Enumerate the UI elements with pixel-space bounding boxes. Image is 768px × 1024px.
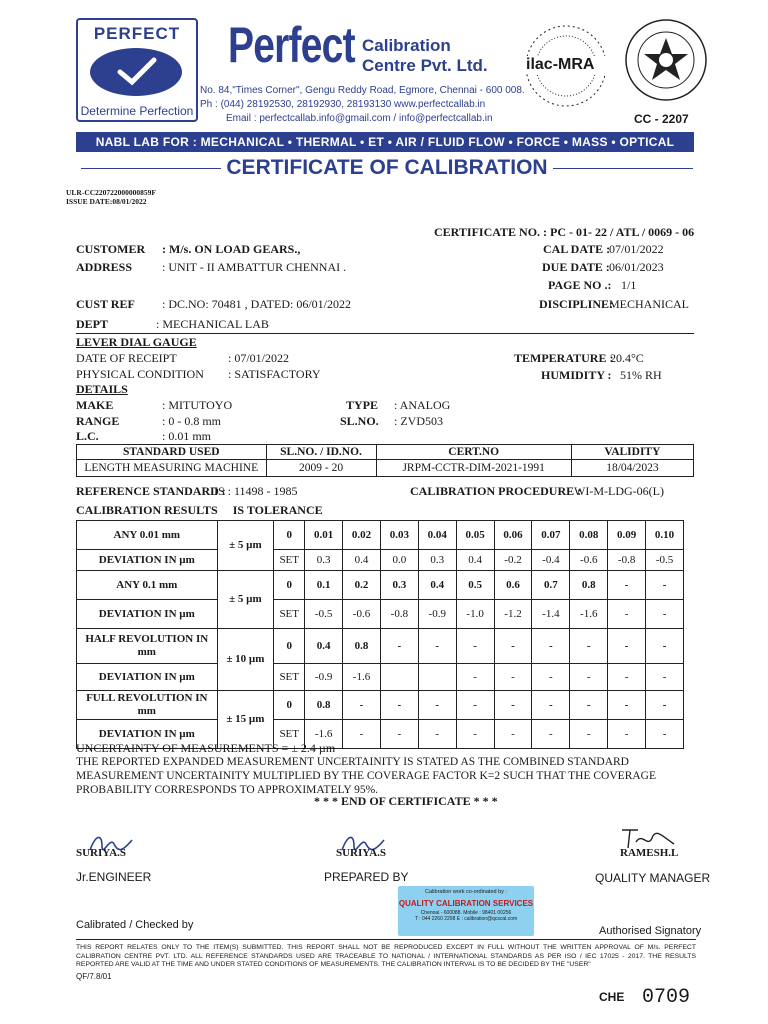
row-label: HALF REVOLUTION IN mm: [77, 629, 218, 664]
value-cell: 0: [274, 571, 305, 600]
row-label: FULL REVOLUTION IN mm: [77, 691, 218, 720]
deviation-cell: -: [380, 720, 418, 749]
customer-value: : M/s. ON LOAD GEARS.,: [162, 242, 301, 256]
nabl-seal-icon: [624, 18, 708, 102]
deviation-cell: -: [418, 720, 456, 749]
value-cell: 0.05: [456, 521, 494, 550]
value-cell: -: [570, 629, 608, 664]
customer-label: CUSTOMER: [76, 242, 146, 256]
row-label: DEVIATION IN µm: [77, 720, 218, 749]
calibration-results-table: [76, 520, 684, 749]
end-of-certificate: * * * END OF CERTIFICATE * * *: [314, 794, 498, 808]
deviation-cell: -1.2: [494, 600, 532, 629]
deviation-cell: 0.4: [343, 550, 381, 571]
lc-value: : 0.01 mm: [162, 429, 212, 443]
value-cell: -: [494, 629, 532, 664]
temperature-label: TEMPERATURE :: [514, 351, 614, 365]
value-cell: -: [343, 691, 381, 720]
value-cell: -: [418, 691, 456, 720]
value-cell: 0.01: [305, 521, 343, 550]
row-label: ANY 0.01 mm: [77, 521, 218, 550]
issue-date: ISSUE DATE:08/01/2022: [66, 197, 147, 206]
stamp-company: QUALITY CALIBRATION SERVICES: [398, 899, 534, 908]
value-cell: 0.5: [456, 571, 494, 600]
value-cell: 0.6: [494, 571, 532, 600]
table-header-row: [77, 445, 694, 460]
value-cell: -: [418, 629, 456, 664]
deviation-cell: -: [532, 664, 570, 691]
standard-used-table: [76, 444, 694, 477]
temperature-value: 20.4°C: [610, 351, 644, 365]
value-cell: 0.06: [494, 521, 532, 550]
deviation-cell: -: [456, 664, 494, 691]
form-number: QF/7.8/01: [76, 972, 112, 981]
due-date-label: DUE DATE :: [542, 260, 610, 274]
value-cell: -: [608, 629, 646, 664]
value-cell: 0.4: [305, 629, 343, 664]
table-row: [77, 629, 684, 664]
value-cell: 0.8: [570, 571, 608, 600]
tolerance-cell: ± 5 µm: [217, 571, 274, 629]
cust-ref-value: : DC.NO: 70481 , DATED: 06/01/2022: [162, 297, 351, 311]
deviation-cell: -: [494, 720, 532, 749]
deviation-cell: -0.5: [305, 600, 343, 629]
authorised-signatory: Authorised Signatory: [599, 925, 702, 937]
signature-name-2: SURIYA.S: [336, 847, 387, 859]
humidity-value: 51% RH: [620, 368, 662, 382]
slno-label: SL.NO.: [340, 414, 379, 428]
value-cell: 0.3: [380, 571, 418, 600]
value-cell: 0.07: [532, 521, 570, 550]
stamp-line: Calibration work co-ordinated by :: [425, 889, 507, 895]
value-cell: 0: [274, 691, 305, 720]
value-cell: 0.8: [343, 629, 381, 664]
date-of-receipt-value: : 07/01/2022: [228, 351, 290, 365]
dept-label: DEPT: [76, 317, 109, 331]
value-cell: 0.03: [380, 521, 418, 550]
accreditation-code: CC - 2207: [634, 112, 689, 126]
table-row: [77, 550, 684, 571]
value-cell: -: [608, 571, 646, 600]
deviation-cell: -: [608, 664, 646, 691]
ulr-number: ULR-CC220722000000859F: [66, 188, 156, 197]
stamp-line: T : 044 2260 2298 E : calibration@qcscal.com: [414, 916, 518, 922]
cal-date-value: 07/01/2022: [609, 242, 664, 256]
value-cell: 0.7: [532, 571, 570, 600]
deviation-cell: [380, 664, 418, 691]
email-line: Email : perfectcallab.info@gmail.com / info@perfectcallab.in: [226, 113, 493, 124]
value-cell: 0.10: [646, 521, 684, 550]
table-header: VALIDITY: [571, 445, 693, 460]
deviation-cell: -0.2: [494, 550, 532, 571]
address-label: ADDRESS: [76, 260, 133, 274]
deviation-cell: -1.6: [305, 720, 343, 749]
value-cell: 0.08: [570, 521, 608, 550]
footer-divider: [76, 939, 696, 940]
checkmark-icon: [90, 48, 182, 96]
tolerance-cell: ± 10 µm: [217, 629, 274, 691]
value-cell: 0.4: [418, 571, 456, 600]
table-header: SL.NO. / ID.NO.: [266, 445, 376, 460]
calibrated-checked-by: Calibrated / Checked by: [76, 919, 194, 931]
page-no-value: 1/1: [621, 278, 637, 292]
deviation-cell: -1.6: [570, 600, 608, 629]
deviation-cell: 0.3: [418, 550, 456, 571]
table-row: [77, 664, 684, 691]
ilac-mra-mark: [518, 22, 614, 112]
brand-name: Perfect: [228, 17, 355, 73]
table-row: [77, 460, 694, 477]
cal-date-label: CAL DATE :: [543, 242, 611, 256]
reference-standard-label: REFERENCE STANDARD :: [76, 484, 226, 498]
tolerance-cell: ± 15 µm: [217, 691, 274, 749]
value-cell: -: [570, 691, 608, 720]
title-rule-left: [81, 168, 221, 169]
deviation-cell: -0.8: [380, 600, 418, 629]
divider-line: [76, 333, 694, 334]
address-value: : UNIT - II AMBATTUR CHENNAI .: [162, 260, 347, 274]
coordination-stamp: [398, 886, 534, 936]
type-value: : ANALOG: [394, 398, 451, 412]
physical-condition-label: PHYSICAL CONDITION: [76, 367, 204, 381]
physical-condition-value: : SATISFACTORY: [228, 367, 321, 381]
date-of-receipt-label: DATE OF RECEIPT: [76, 351, 177, 365]
range-value: : 0 - 0.8 mm: [162, 414, 221, 428]
deviation-cell: -1.6: [343, 664, 381, 691]
table-cell: JRPM-CCTR-DIM-2021-1991: [376, 460, 571, 477]
row-label: DEVIATION IN µm: [77, 550, 218, 571]
deviation-cell: 0.4: [456, 550, 494, 571]
certificate-number: CERTIFICATE NO. : PC - 01- 22 / ATL / 0069 - 06: [434, 225, 695, 239]
table-row: [77, 571, 684, 600]
calibration-results-heading: CALIBRATION RESULTS IS TOLERANCE: [76, 503, 323, 517]
value-cell: -: [646, 629, 684, 664]
tolerance-cell: ± 5 µm: [217, 521, 274, 571]
make-value: : MITUTOYO: [162, 398, 233, 412]
deviation-cell: SET: [274, 600, 305, 629]
value-cell: 0.1: [305, 571, 343, 600]
value-cell: 0.02: [343, 521, 381, 550]
address-line: No. 84,"Times Corner", Gengu Reddy Road, Egmore, Chennai - 600 008.: [200, 85, 525, 96]
certificate-title-text: CERTIFICATE OF CALIBRATION: [226, 156, 548, 179]
value-cell: -: [380, 629, 418, 664]
logo-top-text: PERFECT: [93, 24, 181, 43]
signature-role-3: QUALITY MANAGER: [595, 871, 711, 885]
deviation-cell: -: [646, 600, 684, 629]
uncertainty-line: UNCERTAINTY OF MEASUREMENTS = ± 2.4 µm: [76, 741, 336, 755]
value-cell: -: [532, 629, 570, 664]
deviation-cell: -1.4: [532, 600, 570, 629]
deviation-cell: 0.0: [380, 550, 418, 571]
due-date-value: 06/01/2023: [609, 260, 664, 274]
deviation-cell: -0.9: [305, 664, 343, 691]
value-cell: -: [456, 629, 494, 664]
brand-subtitle: [362, 36, 488, 76]
stamp-line: Chennai - 600088. Mobile : 98401 00256: [420, 910, 512, 916]
deviation-cell: -: [646, 664, 684, 691]
cust-ref-label: CUST REF: [76, 297, 135, 311]
certificate-title: [80, 156, 694, 180]
lc-label: L.C.: [76, 429, 99, 443]
value-cell: 0.8: [305, 691, 343, 720]
value-cell: -: [380, 691, 418, 720]
value-cell: -: [646, 691, 684, 720]
value-cell: -: [456, 691, 494, 720]
deviation-cell: -: [570, 720, 608, 749]
company-logo: [76, 18, 198, 122]
footer-disclaimer: THIS REPORT RELATES ONLY TO THE ITEM(S) SUBMITTED. THIS REPORT SHALL NOT BE REPRODUCED EXCEPT IN FULL WITHOUT THE WRITTEN APPROVAL OF M/s. PERFECT CALIBRATION CENTRE PVT. LTD. ALL REFERENCE STANDARDS USED ARE TRACEABLE TO NATIONAL / INTERNATIONAL STANDARDS AS PER ISO / IEC 17025 - 2017. THE RESULTS REPORTED ARE VALID AT THE TIME AND UNDER STATED CONDITIONS OF MEASUREMENTS. THE CALIBRATION INTERVAL IS TO BE DECIDED BY THE "USER": [76, 944, 696, 969]
deviation-cell: -1.0: [456, 600, 494, 629]
table-header: CERT.NO: [376, 445, 571, 460]
value-cell: 0.2: [343, 571, 381, 600]
deviation-cell: -: [343, 720, 381, 749]
discipline-value: MECHANICAL: [609, 297, 689, 311]
value-cell: 0.09: [608, 521, 646, 550]
row-label: DEVIATION IN µm: [77, 664, 218, 691]
che-label: CHE: [599, 990, 625, 1004]
deviation-cell: 0.3: [305, 550, 343, 571]
deviation-cell: -0.4: [532, 550, 570, 571]
range-label: RANGE: [76, 414, 120, 428]
brand-subtitle-line2: Centre Pvt. Ltd.: [362, 56, 488, 75]
nabl-lab-bar: NABL LAB FOR : MECHANICAL • THERMAL • ET • AIR / FLUID FLOW • FORCE • MASS • OPTICAL: [76, 132, 694, 152]
deviation-cell: -: [494, 664, 532, 691]
deviation-cell: -: [456, 720, 494, 749]
value-cell: -: [494, 691, 532, 720]
signature-role-2: PREPARED BY: [324, 870, 409, 884]
details-label: DETAILS: [76, 382, 128, 396]
dept-value: : MECHANICAL LAB: [156, 317, 269, 331]
deviation-cell: -0.6: [570, 550, 608, 571]
table-header: STANDARD USED: [77, 445, 267, 460]
humidity-label: HUMIDITY :: [541, 368, 612, 382]
logo-tagline: Determine Perfection: [80, 104, 194, 118]
uncertainty-note: THE REPORTED EXPANDED MEASUREMENT UNCERTAINITY IS STATED AS THE COMBINED STANDARD MEASUREMENT UNCERTAINITY MULTIPLIED BY THE COVERAGE FACTOR K=2 SUCH THAT THE COVERAGE PROBABILITY CORRESPONDS TO APPROXIMATELY 95%.: [76, 756, 656, 796]
value-cell: -: [532, 691, 570, 720]
row-label: ANY 0.1 mm: [77, 571, 218, 600]
table-cell: LENGTH MEASURING MACHINE: [77, 460, 267, 477]
deviation-cell: -0.8: [608, 550, 646, 571]
signature-role-1: Jr.ENGINEER: [76, 870, 152, 884]
deviation-cell: -0.5: [646, 550, 684, 571]
row-label: DEVIATION IN µm: [77, 600, 218, 629]
instrument-name: LEVER DIAL GAUGE: [76, 335, 197, 349]
table-cell: 2009 - 20: [266, 460, 376, 477]
signature-name-3: RAMESH.L: [620, 847, 679, 859]
deviation-cell: -: [646, 720, 684, 749]
brand-subtitle-line1: Calibration: [362, 36, 451, 55]
page-no-label: PAGE NO .:: [548, 278, 612, 292]
reference-standard-value: IS : 11498 - 1985: [214, 484, 298, 498]
value-cell: -: [646, 571, 684, 600]
calibration-procedure-value: WI-M-LDG-06(L): [574, 484, 664, 498]
table-cell: 18/04/2023: [571, 460, 693, 477]
table-row: [77, 600, 684, 629]
make-label: MAKE: [76, 398, 114, 412]
deviation-cell: -0.6: [343, 600, 381, 629]
discipline-label: DISCIPLINE:: [539, 297, 614, 311]
table-row: [77, 691, 684, 720]
phone-line: Ph : (044) 28192530, 28192930, 28193130 www.perfectcallab.in: [200, 99, 486, 110]
value-cell: 0: [274, 629, 305, 664]
value-cell: -: [608, 691, 646, 720]
deviation-cell: SET: [274, 664, 305, 691]
deviation-cell: [418, 664, 456, 691]
company-address: [200, 84, 525, 126]
deviation-cell: SET: [274, 550, 305, 571]
table-row: [77, 521, 684, 550]
value-cell: 0: [274, 521, 305, 550]
deviation-cell: -: [532, 720, 570, 749]
serial-number: 0709: [642, 986, 691, 1009]
deviation-cell: -0.9: [418, 600, 456, 629]
slno-value: : ZVD503: [394, 414, 443, 428]
deviation-cell: -: [608, 720, 646, 749]
deviation-cell: -: [608, 600, 646, 629]
value-cell: 0.04: [418, 521, 456, 550]
title-rule-right: [553, 168, 693, 169]
deviation-cell: -: [570, 664, 608, 691]
ilac-text: ilac-MRA: [526, 56, 595, 73]
signature-name-1: SURIYA.S: [76, 847, 127, 859]
type-label: TYPE: [346, 398, 379, 412]
calibration-procedure-label: CALIBRATION PROCEDURE :: [410, 484, 582, 498]
deviation-cell: SET: [274, 720, 305, 749]
